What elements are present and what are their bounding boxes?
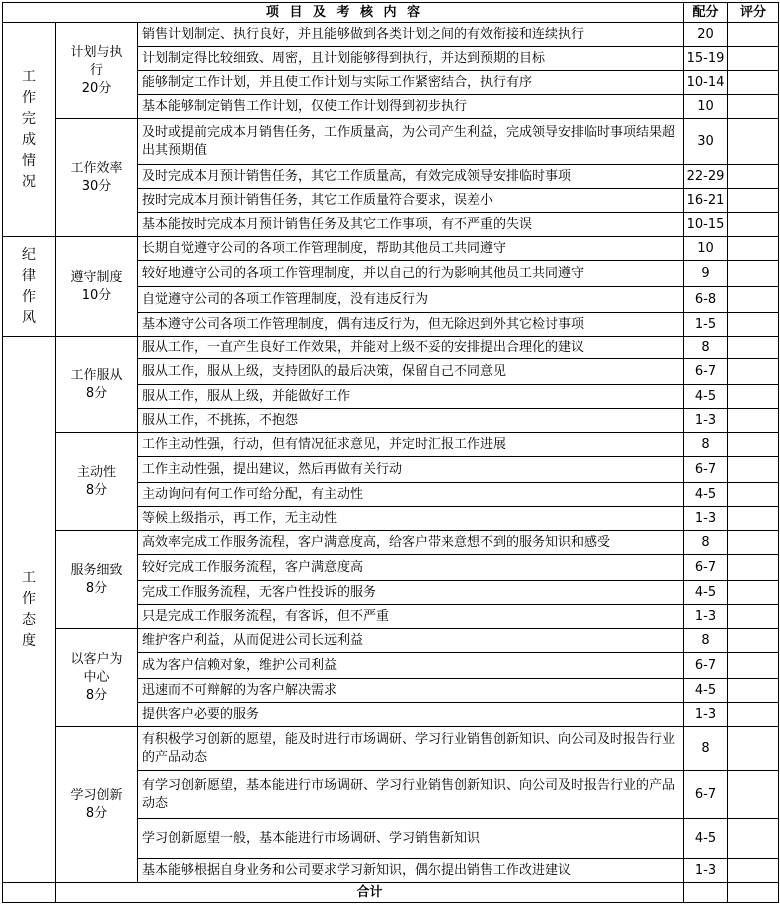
criteria-text: 自觉遵守公司的各项工作管理制度，没有违反行为 — [142, 291, 429, 307]
criteria-text: 迅速而不可辩解的为客户解决需求 — [142, 682, 338, 698]
points-value: 6-7 — [694, 461, 717, 477]
grid-line — [2, 22, 779, 23]
points-value: 10 — [697, 240, 714, 256]
category-cell — [3, 237, 55, 336]
rating-input[interactable] — [728, 819, 778, 858]
points-value: 22-29 — [686, 168, 725, 184]
subcategory-points: 20分 — [81, 80, 112, 96]
total-label: 合计 — [356, 885, 383, 900]
grid-line — [2, 2, 3, 903]
rating-input[interactable] — [728, 189, 778, 212]
points-value: 6-7 — [694, 786, 717, 802]
rating-input[interactable] — [728, 287, 778, 312]
rating-input[interactable] — [728, 71, 778, 94]
rating-input[interactable] — [728, 47, 778, 70]
category-cell — [3, 23, 55, 236]
subcategory-points: 8分 — [85, 687, 108, 703]
grid-line — [2, 882, 56, 883]
rating-input[interactable] — [728, 605, 778, 628]
criteria-text: 有学习创新愿望，基本能进行市场调研、学习行业销售创新知识、向公司及时报告行业的产品动态 — [142, 777, 676, 811]
criteria-text: 长期自觉遵守公司的各项工作管理制度，帮助其他员工共同遵守 — [142, 240, 507, 256]
points-value: 8 — [701, 632, 710, 648]
criteria-text: 销售计划制定、执行良好，并且能够做到各类计划之间的有效衔接和连续执行 — [142, 26, 585, 42]
rating-input[interactable] — [728, 653, 778, 678]
criteria-text: 较好地遵守公司的各项工作管理制度，并以自己的行为影响其他员工共同遵守 — [142, 265, 585, 281]
points-value: 10-14 — [686, 74, 725, 90]
subcategory-name: 服务细致 — [70, 562, 123, 578]
points-value: 4-5 — [694, 682, 717, 698]
criteria-text: 及时完成本月预计销售任务，其它工作质量高，有效完成领导安排临时事项 — [142, 168, 572, 184]
subcategory-label — [56, 531, 137, 628]
rating-input[interactable] — [728, 337, 778, 358]
subcategory-name: 遵守制度 — [70, 269, 123, 285]
points-value: 6-7 — [694, 363, 717, 379]
criteria-text: 基本遵守公司各项工作管理制度，偶有违反行为，但无除迟到外其它检讨事项 — [142, 316, 585, 332]
grid-line — [137, 22, 138, 883]
criteria-text: 工作主动性强，提出建议，然后再做有关行动 — [142, 461, 403, 477]
total-rating-input[interactable] — [728, 883, 778, 902]
subcategory-label — [56, 337, 137, 432]
subcategory-block — [65, 269, 129, 305]
criteria-text: 完成工作服务流程，无客户性投诉的服务 — [142, 584, 377, 600]
rating-input[interactable] — [728, 531, 778, 554]
rating-input[interactable] — [728, 359, 778, 384]
subcategory-name: 工作效率 — [70, 160, 123, 176]
subcategory-label — [56, 119, 137, 236]
points-value: 30 — [697, 133, 714, 149]
criteria-text: 能够制定工作计划，并且使工作计划与实际工作紧密结合，执行有序 — [142, 74, 533, 90]
subcategory-block — [65, 562, 129, 598]
points-value: 4-5 — [694, 830, 717, 846]
rating-input[interactable] — [728, 581, 778, 604]
rating-input[interactable] — [728, 313, 778, 336]
rating-input[interactable] — [728, 727, 778, 770]
subcategory-label — [56, 23, 137, 118]
rating-input[interactable] — [728, 213, 778, 236]
subcategory-name: 主动性 — [76, 464, 116, 480]
subcategory-block — [65, 651, 129, 705]
criteria-text: 基本能够制定销售工作计划，仅使工作计划得到初步执行 — [142, 98, 468, 114]
rating-input[interactable] — [728, 23, 778, 46]
points-value: 4-5 — [694, 584, 717, 600]
points-value: 6-7 — [694, 559, 717, 575]
subcategory-block — [65, 160, 129, 196]
points-value: 8 — [701, 740, 710, 756]
subcategory-name: 工作服从 — [70, 367, 123, 383]
criteria-text: 按时完成本月预计销售任务，其它工作质量符合要求，误差小 — [142, 192, 494, 208]
criteria-text: 计划制定得比较细致、周密，且计划能够得到执行，并达到预期的目标 — [142, 50, 546, 66]
subcategory-points: 8分 — [85, 805, 108, 821]
grid-line — [2, 902, 779, 903]
header-rating: 评分 — [739, 5, 766, 20]
criteria-text: 服从工作，服从上级，并能做好工作 — [142, 388, 351, 404]
points-value: 1-3 — [694, 510, 717, 526]
rating-input[interactable] — [728, 119, 778, 164]
rating-input[interactable] — [728, 679, 778, 702]
subcategory-label — [56, 629, 137, 726]
rating-input[interactable] — [728, 771, 778, 818]
category-label: 工作态度 — [21, 569, 36, 649]
points-value: 8 — [701, 534, 710, 550]
rating-input[interactable] — [728, 237, 778, 260]
grid-line — [2, 2, 779, 3]
subcategory-points: 8分 — [85, 385, 108, 401]
subcategory-points: 10分 — [81, 287, 112, 303]
rating-input[interactable] — [728, 629, 778, 652]
category-label: 纪律作风 — [21, 246, 36, 326]
subcategory-block — [65, 787, 129, 823]
rating-input[interactable] — [728, 555, 778, 580]
header-points: 配分 — [692, 5, 719, 20]
criteria-text: 服从工作，一直产生良好工作效果，并能对上级不妥的安排提出合理化的建议 — [142, 339, 585, 355]
rating-input[interactable] — [728, 409, 778, 432]
points-value: 15-19 — [686, 50, 725, 66]
points-value: 1-3 — [694, 862, 717, 878]
rating-input[interactable] — [728, 261, 778, 286]
criteria-text: 提供客户必要的服务 — [142, 706, 260, 722]
points-value: 20 — [697, 26, 714, 42]
criteria-text: 维护客户利益，从而促进公司长远利益 — [142, 632, 364, 648]
criteria-text: 基本能够根据自身业务和公司要求学习新知识，偶尔提出销售工作改进建议 — [142, 862, 572, 878]
criteria-text: 服从工作，服从上级，支持团队的最后决策，保留自己不同意见 — [142, 363, 507, 379]
criteria-text: 有积极学习创新的愿望，能及时进行市场调研、学习行业销售创新知识、向公司及时报告行业的产品动态 — [142, 731, 676, 765]
subcategory-name: 计划与执行 — [70, 44, 123, 78]
rating-input[interactable] — [728, 507, 778, 530]
points-value: 1-3 — [694, 412, 717, 428]
criteria-text: 只是完成工作服务流程，有客诉，但不严重 — [142, 608, 390, 624]
header-items: 项 目 及 考 核 内 容 — [265, 5, 421, 20]
subcategory-label — [56, 237, 137, 336]
criteria-text: 基本能按时完成本月预计销售任务及其它工作事项，有不严重的失误 — [142, 216, 533, 232]
points-value: 6-8 — [694, 291, 717, 307]
criteria-text: 主动询问有何工作可给分配，有主动性 — [142, 486, 364, 502]
grid-line — [778, 2, 779, 903]
points-value: 9 — [701, 265, 710, 281]
criteria-text: 较好完成工作服务流程，客户满意度高 — [142, 559, 364, 575]
points-value: 10-15 — [686, 216, 725, 232]
subcategory-label — [56, 433, 137, 530]
grid-line — [727, 2, 728, 903]
rating-input[interactable] — [728, 483, 778, 506]
points-value: 4-5 — [694, 486, 717, 502]
subcategory-label — [56, 727, 137, 882]
points-value: 1-5 — [694, 316, 717, 332]
grid-line — [55, 22, 56, 903]
subcategory-points: 30分 — [81, 178, 112, 194]
subcategory-name: 学习创新 — [70, 787, 123, 803]
total-points — [684, 883, 727, 902]
grid-line — [683, 2, 684, 903]
subcategory-block — [65, 367, 129, 403]
category-label: 工作完成情况 — [21, 68, 36, 190]
rating-input[interactable] — [728, 457, 778, 482]
criteria-text: 高效率完成工作服务流程，客户满意度高，给客户带来意想不到的服务知识和感受 — [142, 534, 611, 550]
subcategory-block — [65, 44, 129, 98]
points-value: 4-5 — [694, 388, 717, 404]
rating-input[interactable] — [728, 385, 778, 408]
points-value: 10 — [697, 98, 714, 114]
points-value: 6-7 — [694, 657, 717, 673]
points-value: 1-3 — [694, 706, 717, 722]
rating-input[interactable] — [728, 859, 778, 882]
subcategory-name: 以客户为中心 — [70, 651, 123, 685]
criteria-text: 等候上级指示，再工作，无主动性 — [142, 510, 338, 526]
rating-input[interactable] — [728, 433, 778, 456]
criteria-text: 工作主动性强，行动，但有情况征求意见，并定时汇报工作进展 — [142, 436, 507, 452]
category-cell — [3, 337, 55, 882]
subcategory-points: 8分 — [85, 580, 108, 596]
criteria-text: 学习创新愿望一般，基本能进行市场调研、学习销售新知识 — [142, 830, 481, 846]
points-value: 8 — [701, 339, 710, 355]
subcategory-points: 8分 — [85, 482, 108, 498]
rating-input[interactable] — [728, 165, 778, 188]
rating-input[interactable] — [728, 703, 778, 726]
criteria-text: 成为客户信赖对象，维护公司利益 — [142, 657, 338, 673]
rating-input[interactable] — [728, 95, 778, 118]
points-value: 1-3 — [694, 608, 717, 624]
points-value: 16-21 — [686, 192, 725, 208]
criteria-text: 服从工作，不挑拣，不抱怨 — [142, 412, 299, 428]
criteria-text: 及时或提前完成本月销售任务，工作质量高，为公司产生利益，完成领导安排临时事项结果超出其预期值 — [142, 124, 676, 158]
points-value: 8 — [701, 436, 710, 452]
subcategory-block — [65, 464, 129, 500]
